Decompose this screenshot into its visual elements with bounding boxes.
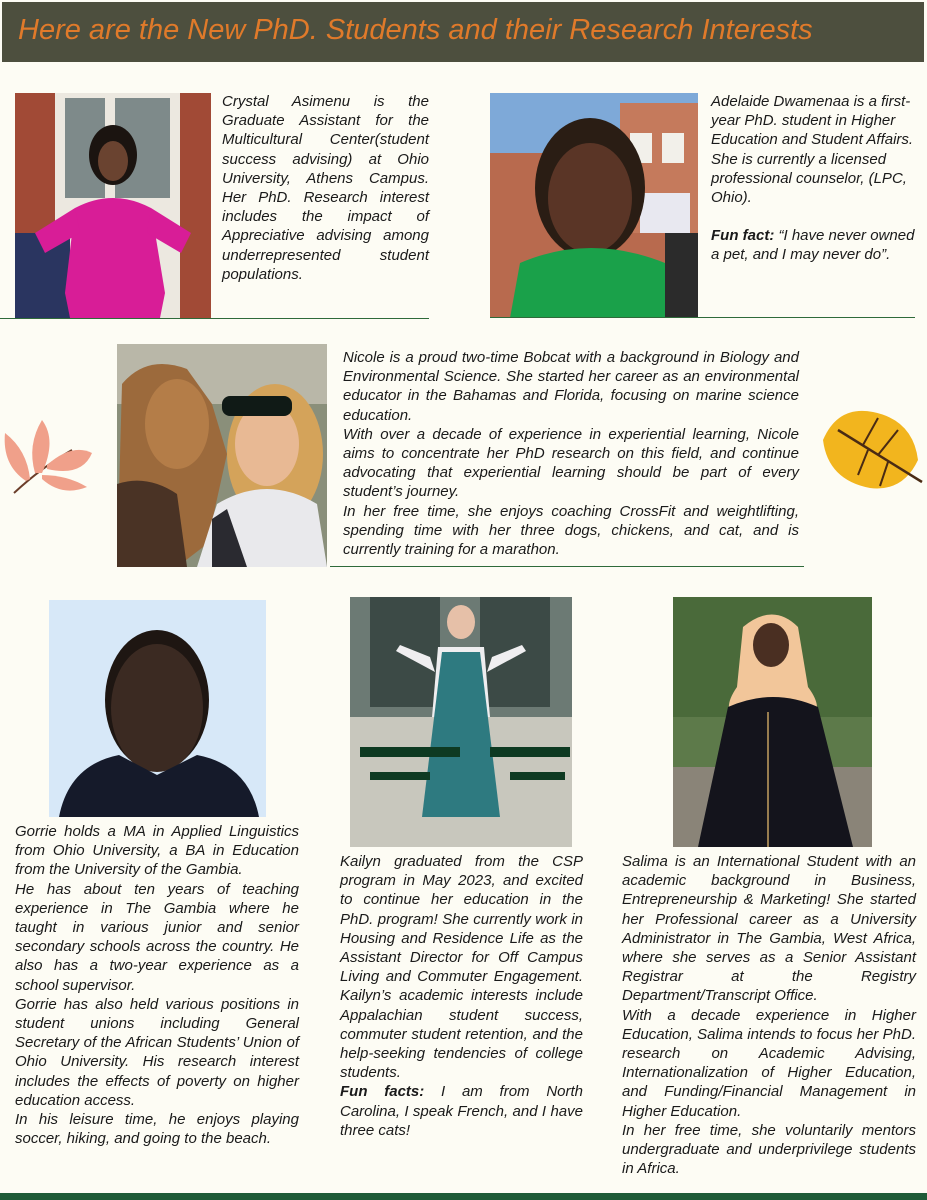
kailyn-photo	[350, 597, 572, 847]
salima-bio	[622, 852, 916, 1178]
adelaide-bio	[711, 92, 916, 265]
page-header	[2, 2, 924, 62]
nicole-photo	[117, 344, 327, 567]
gorrie-bio-p4: In his leisure time, he enjoys playing soccer, hiking, and going to the beach.	[15, 1111, 299, 1148]
leaf-left-icon	[2, 405, 97, 500]
kailyn-bio-p1: Kailyn graduated from the CSP program in May 2023, and excited to continue her education in the PhD. program! She currently work in Housing and Residence Life as the Assistant Director for Off Campus Living and Commuter Engagement. Kailyn’s academic interests include Appalachian student success, commuter student retention, and the help-seeking tendencies of college students.	[340, 853, 583, 1082]
crystal-photo	[15, 93, 211, 318]
divider-line	[330, 566, 804, 567]
salima-bio-p3: In her free time, she voluntarily mentors undergraduate and underprivilege students in Africa.	[622, 1121, 916, 1178]
nicole-bio-p1: Nicole is a proud two-time Bobcat with a background in Biology and Environmental Science. She started her career as an environmental educator in the Bahamas and Florida, focusing on marine science education.	[343, 349, 799, 424]
gorrie-bio-p2: He has about ten years of teaching experience in The Gambia where he taught in various junior and senior secondary schools across the country. He also has a two-year experience as a school supervisor.	[15, 880, 299, 994]
adelaide-bio-line2: She is currently a licensed professional counselor, (LPC, Ohio).	[711, 150, 907, 207]
nicole-bio-p2: With over a decade of experience in experiential learning, Nicole aims to concentrate her PhD research on this field, and continue advocating that experiential learning should be part of every student’s journey.	[343, 425, 799, 501]
crystal-bio-text: Crystal Asimenu is the Graduate Assistant for the Multicultural Center(student success advising) at Ohio University, Athens Campus. Her PhD. Research interest includes the impact of Appreciative advising among underrepresented student populations.	[222, 93, 429, 283]
nicole-bio	[343, 348, 799, 559]
gorrie-bio-p1: Gorrie holds a MA in Applied Linguistics from Ohio University, a BA in Education from the University of the Gambia.	[15, 823, 299, 879]
leaf-right-icon	[818, 400, 926, 496]
adelaide-fun-fact	[711, 226, 916, 264]
fun-facts-text: I am from North Carolina, I speak French, and I have three cats!	[340, 1083, 583, 1139]
footer-bar	[0, 1193, 927, 1200]
divider-line	[490, 317, 915, 318]
adelaide-photo	[490, 93, 698, 318]
gorrie-photo	[49, 600, 266, 817]
gorrie-bio	[15, 822, 299, 1148]
salima-bio-p2: With a decade experience in Higher Education, Salima intends to focus her PhD. research on Academic Advising, Internationalization of Higher Education, and Funding/Financial Management in Higher Education.	[622, 1006, 916, 1120]
kailyn-fun-facts	[340, 1082, 583, 1140]
fun-fact-text: “I have never owned a pet, and I may never do”.	[711, 227, 915, 264]
gorrie-bio-p3: Gorrie has also held various positions in student unions including General Secretary of the African Students’ Union of Ohio University. His research interest includes the effects of poverty on higher education access.	[15, 995, 299, 1109]
salima-photo	[673, 597, 872, 847]
crystal-bio	[222, 92, 429, 284]
salima-bio-p1: Salima is an International Student with an academic background in Business, Entrepreneurship & Marketing! She started her Professional career as a University Administrator in The Gambia, West Africa, where she serves as a Senior Assistant Registrar at the Registry Department/Transcript Office.	[622, 853, 916, 1005]
nicole-bio-p3: In her free time, she enjoys coaching CrossFit and weightlifting, spending time with her three dogs, chickens, and cat, and is currently training for a marathon.	[343, 502, 799, 559]
fun-facts-label: Fun facts:	[340, 1083, 425, 1101]
divider-line	[0, 318, 429, 319]
adelaide-bio-line1: Adelaide Dwamenaa is a first-year PhD. student in Higher Education and Student Affairs.	[711, 93, 914, 149]
kailyn-bio	[340, 852, 583, 1140]
page-title: Here are the New PhD. Students and their Research Interests	[18, 14, 813, 46]
spacer	[711, 207, 916, 226]
fun-fact-label: Fun fact:	[711, 227, 775, 245]
